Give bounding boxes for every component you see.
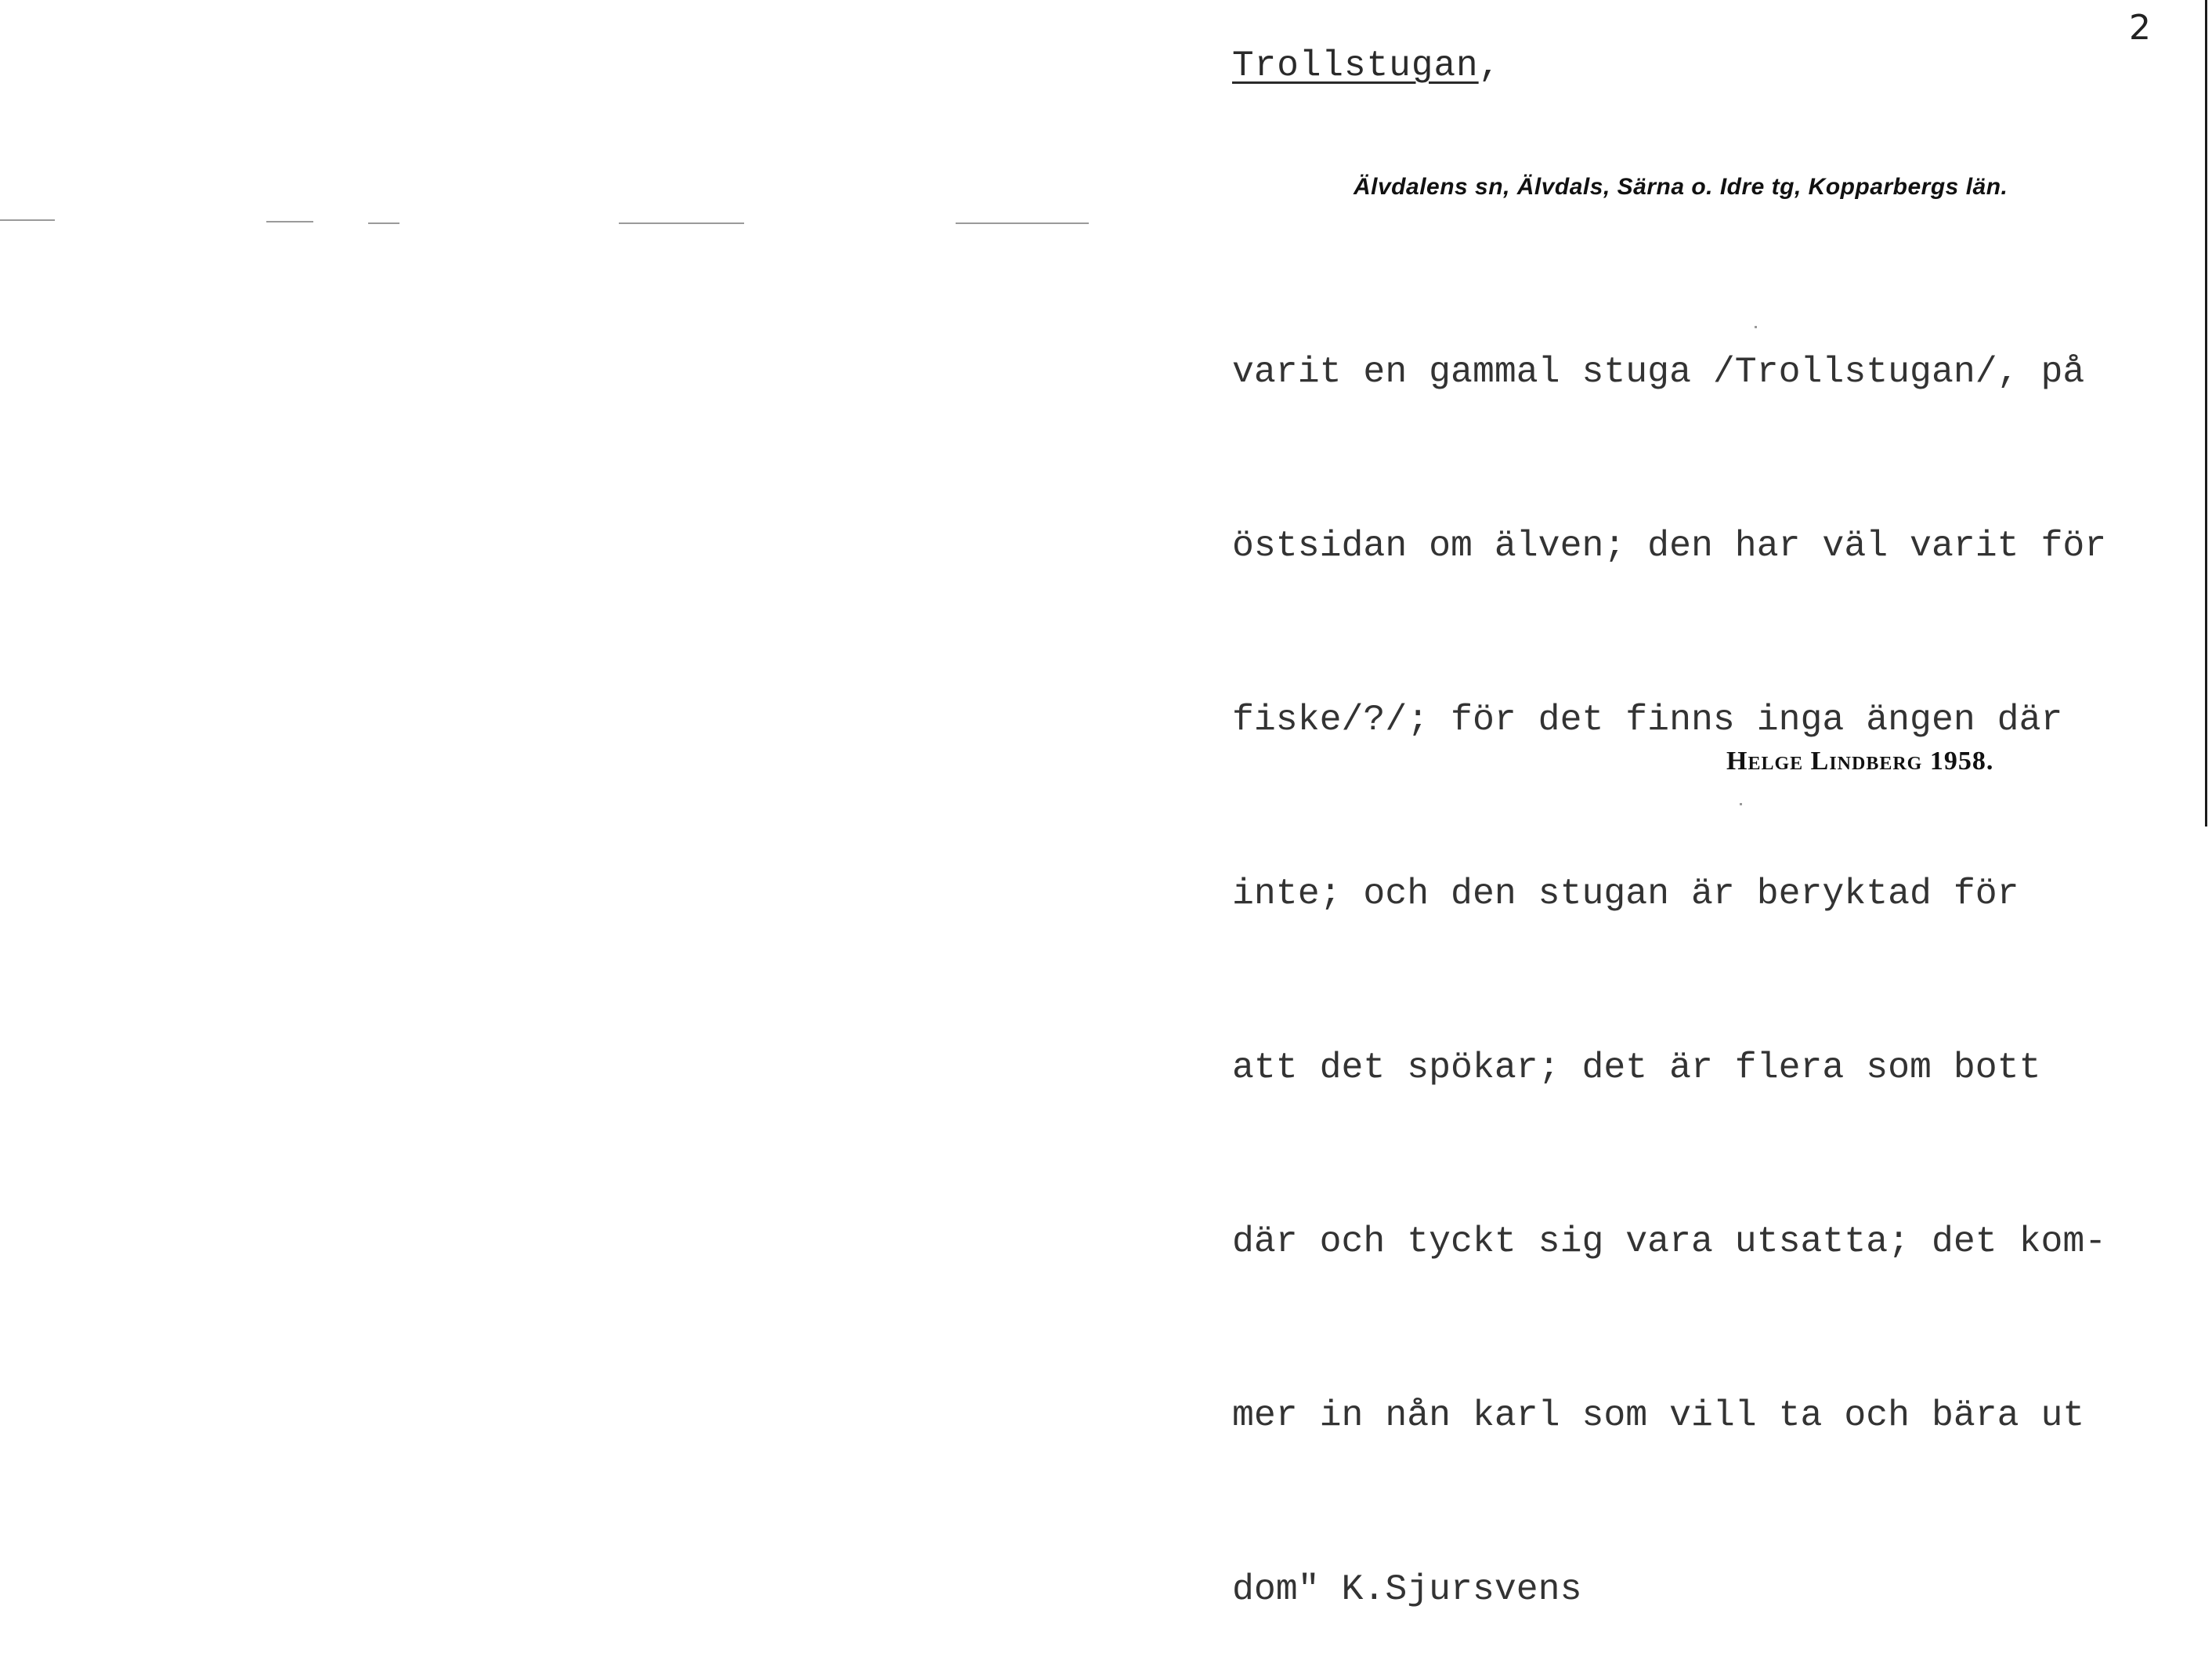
scan-artifact-line xyxy=(619,222,744,224)
text-line: att det spökar; det är flera som bott xyxy=(1232,1047,2041,1088)
scan-artifact-line xyxy=(368,222,399,224)
scan-speck xyxy=(1740,803,1742,805)
text-line: inte; och den stugan är beryktad för xyxy=(1232,873,2019,914)
scan-speck xyxy=(1755,326,1757,328)
page-number: 2 xyxy=(2129,8,2151,48)
text-line: varit en gammal stuga /Trollstugan/, på xyxy=(1232,351,2085,392)
location-stamp: Älvdalens sn, Älvdals, Särna o. Idre tg, Kopparbergs län. xyxy=(1354,174,2008,200)
scan-artifact-line xyxy=(266,221,313,222)
page-edge xyxy=(2205,0,2207,826)
body-text xyxy=(1232,227,2203,1653)
text-line: där och tyckt sig vara utsatta; det kom- xyxy=(1232,1221,2107,1262)
text-line: fiske/?/; för det finns inga ängen där xyxy=(1232,699,2063,740)
text-line: östsidan om älven; den har väl varit för xyxy=(1232,525,2107,566)
signature-stamp: Helge Lindberg 1958. xyxy=(1726,747,1994,776)
scan-artifact-line xyxy=(0,219,55,221)
scan-artifact-line xyxy=(956,222,1089,224)
title-text: Trollstugan xyxy=(1232,45,1479,86)
title-suffix: , xyxy=(1478,45,1502,86)
text-line: dom" K.Sjursvens xyxy=(1232,1568,1582,1610)
text-line: mer in nån karl som vill ta och bära ut xyxy=(1232,1394,2085,1436)
document-title xyxy=(1232,45,1501,86)
